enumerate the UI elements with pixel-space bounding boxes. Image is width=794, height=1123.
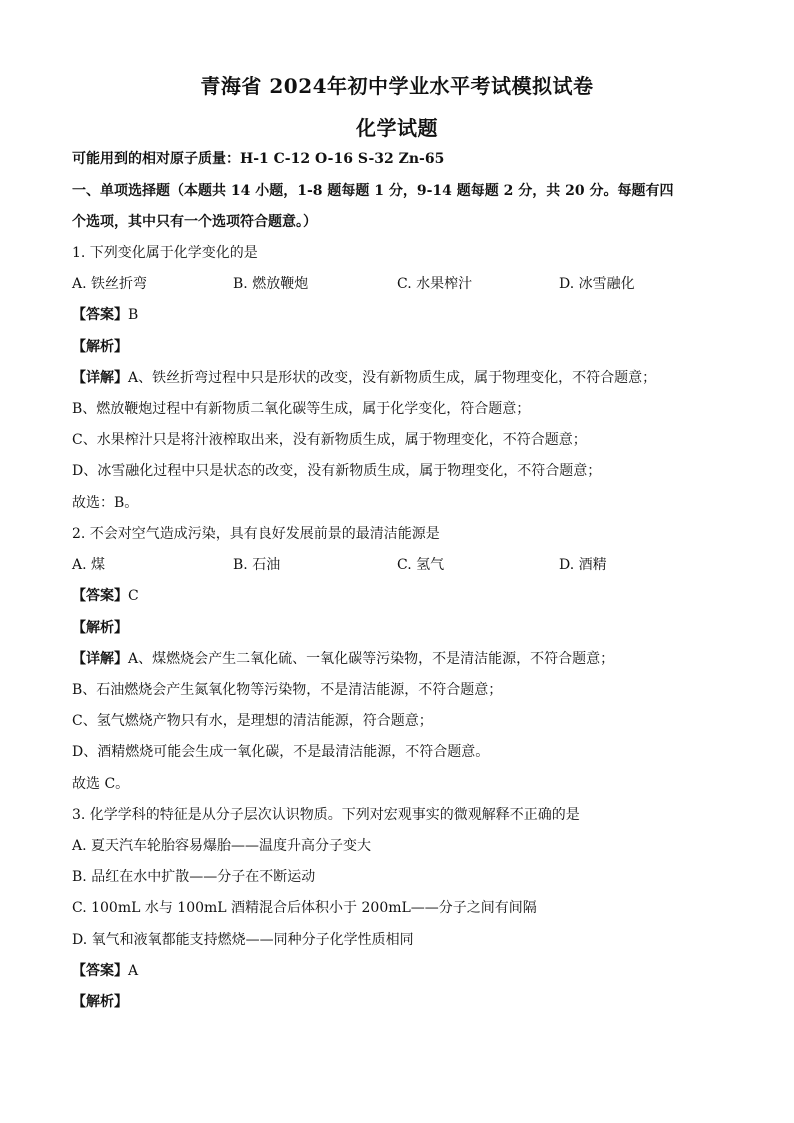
section-marker: 【解析】 (72, 339, 128, 355)
question-2-conclusion: 故选 C。 (72, 776, 130, 792)
question-1-stem: 1. 下列变化属于化学变化的是 (72, 245, 258, 261)
question-1-detail-d: D、冰雪融化过程中只是状态的改变，没有新物质生成，属于物理变化，不符合题意； (72, 463, 602, 479)
section-marker: 【详解】 (72, 370, 128, 386)
question-1-option-a: A. 铁丝折弯 (72, 276, 148, 292)
question-2-option-b: B. 石油 (233, 557, 281, 573)
question-3-stem: 3. 化学学科的特征是从分子层次认识物质。下列对宏观事实的微观解释不正确的是 (72, 807, 580, 823)
question-1-option-c: C. 水果榨汁 (397, 276, 473, 292)
section-marker: 【详解】 (72, 651, 128, 667)
atomic-mass-note: 可能用到的相对原子质量：H-1 C-12 O-16 S-32 Zn-65 (72, 151, 445, 167)
question-1-detail-b: B、燃放鞭炮过程中有新物质二氧化碳等生成，属于化学变化，符合题意； (72, 401, 531, 417)
section-heading-line1: 一、单项选择题（本题共 14 小题，1-8 题每题 1 分，9-14 题每题 2 分，共 20 分。每题有四 (72, 183, 674, 199)
question-1-option-b: B. 燃放鞭炮 (233, 276, 309, 292)
question-3-option-b: B. 品红在水中扩散——分子在不断运动 (72, 869, 316, 885)
question-1-answer: 【答案】B (72, 307, 139, 323)
question-2-detail-b: B、石油燃烧会产生氮氧化物等污染物，不是清洁能源，不符合题意； (72, 682, 503, 698)
question-3-analysis (72, 993, 128, 1011)
section-marker: 【答案】 (72, 963, 128, 979)
question-2-detail-c: C、氢气燃烧产物只有水，是理想的清洁能源，符合题意； (72, 713, 433, 729)
question-3-option-d: D. 氧气和液氧都能支持燃烧——同种分子化学性质相同 (72, 932, 414, 948)
section-marker: 【解析】 (72, 994, 128, 1010)
question-1-detail-a: 【详解】A、铁丝折弯过程中只是形状的改变，没有新物质生成，属于物理变化，不符合题意； (72, 370, 657, 386)
question-1-option-d: D. 冰雪融化 (559, 276, 635, 292)
question-2-answer: 【答案】C (72, 588, 139, 604)
question-1-analysis (72, 338, 128, 356)
question-2-option-a: A. 煤 (72, 557, 106, 573)
question-2-option-d: D. 酒精 (559, 557, 607, 573)
question-2-detail-a: 【详解】A、煤燃烧会产生二氧化硫、一氧化碳等污染物，不是清洁能源，不符合题意； (72, 651, 615, 667)
page-title: 青海省 2024年初中学业水平考试模拟试卷 (200, 74, 594, 98)
question-3-option-c: C. 100mL 水与 100mL 酒精混合后体积小于 200mL——分子之间有间隔 (72, 900, 537, 916)
section-marker: 【答案】 (72, 588, 128, 604)
section-marker: 【答案】 (72, 307, 128, 323)
question-2-detail-d: D、酒精燃烧可能会生成一氧化碳，不是最清洁能源，不符合题意。 (72, 744, 490, 760)
question-3-answer: 【答案】A (72, 963, 139, 979)
question-2-analysis (72, 619, 128, 637)
question-1-conclusion: 故选：B。 (72, 495, 139, 511)
question-2-option-c: C. 氢气 (397, 557, 445, 573)
section-heading-line2: 个选项，其中只有一个选项符合题意。） (72, 214, 317, 230)
question-3-option-a: A. 夏天汽车轮胎容易爆胎——温度升高分子变大 (72, 838, 372, 854)
section-marker: 【解析】 (72, 620, 128, 636)
page-subtitle: 化学试题 (356, 116, 438, 140)
question-2-stem: 2. 不会对空气造成污染，具有良好发展前景的最清洁能源是 (72, 526, 440, 542)
question-1-detail-c: C、水果榨汁只是将汁液榨取出来，没有新物质生成，属于物理变化，不符合题意； (72, 432, 587, 448)
